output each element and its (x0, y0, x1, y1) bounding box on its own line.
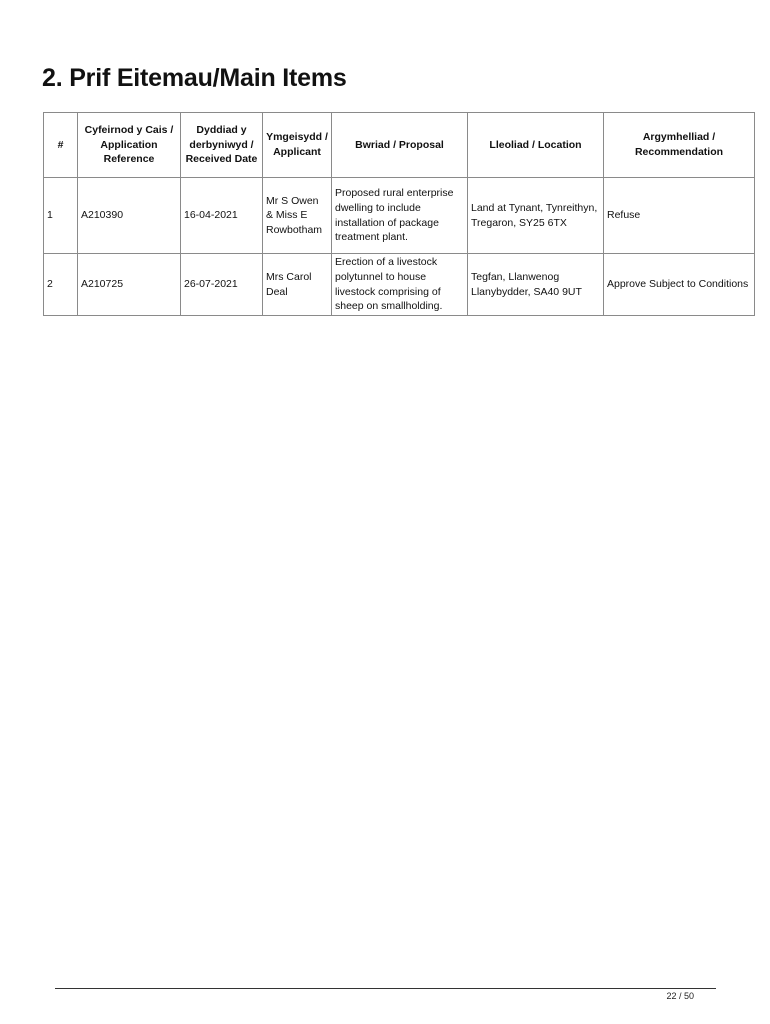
cell-recommendation: Approve Subject to Conditions (604, 254, 755, 316)
table-row (44, 178, 755, 254)
cell-reference: A210725 (78, 254, 181, 316)
column-header-applicant: Ymgeisydd / Applicant (263, 113, 332, 178)
cell-proposal: Erection of a livestock polytunnel to house livestock comprising of sheep on smallholding. (332, 254, 468, 316)
column-header-proposal: Bwriad / Proposal (332, 113, 468, 178)
cell-location: Tegfan, Llanwenog Llanybydder, SA40 9UT (468, 254, 604, 316)
page-number: 22 / 50 (666, 991, 694, 1001)
cell-number: 1 (44, 178, 78, 254)
cell-received-date: 16-04-2021 (181, 178, 263, 254)
cell-applicant: Mrs Carol Deal (263, 254, 332, 316)
footer-divider (55, 988, 716, 989)
cell-received-date: 26-07-2021 (181, 254, 263, 316)
column-header-location: Lleoliad / Location (468, 113, 604, 178)
column-header-number: # (44, 113, 78, 178)
column-header-recommendation: Argymhelliad / Recommendation (604, 113, 755, 178)
table-header-row (44, 113, 755, 178)
column-header-received-date: Dyddiad y derbyniwyd / Received Date (181, 113, 263, 178)
cell-applicant: Mr S Owen & Miss E Rowbotham (263, 178, 332, 254)
cell-recommendation: Refuse (604, 178, 755, 254)
cell-reference: A210390 (78, 178, 181, 254)
page-title: 2. Prif Eitemau/Main Items (42, 64, 347, 92)
table-row (44, 254, 755, 316)
cell-proposal: Proposed rural enterprise dwelling to include installation of package treatment plant. (332, 178, 468, 254)
cell-number: 2 (44, 254, 78, 316)
column-header-reference: Cyfeirnod y Cais / Application Reference (78, 113, 181, 178)
cell-location: Land at Tynant, Tynreithyn, Tregaron, SY25 6TX (468, 178, 604, 254)
main-items-table (43, 112, 755, 316)
